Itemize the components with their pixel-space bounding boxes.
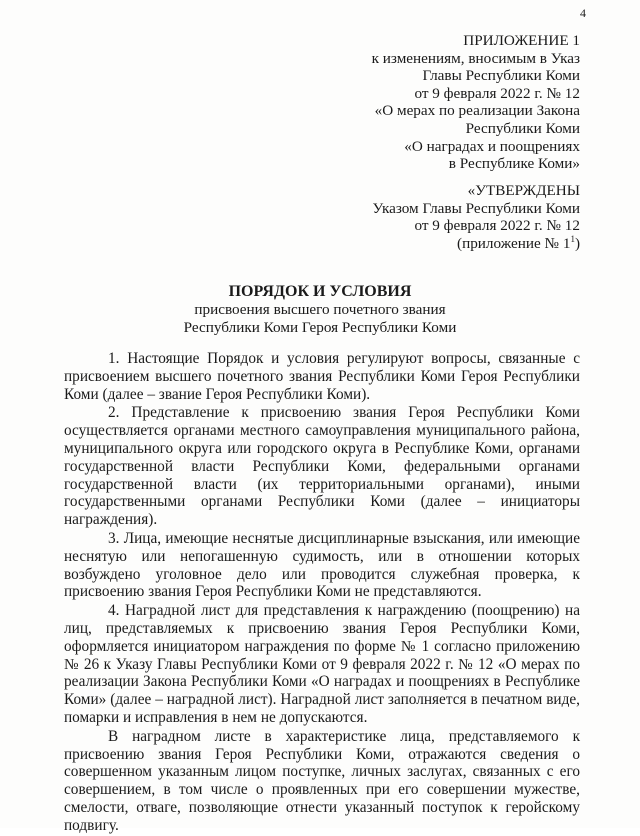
appendix-line: Республики Коми: [465, 119, 580, 137]
appendix-header: [372, 32, 580, 173]
document-body: [64, 350, 580, 836]
appendix-line: в Республике Коми»: [448, 155, 580, 173]
approval-annex-superscript: 1: [570, 233, 575, 244]
appendix-line: «О наградах и поощрениях: [404, 137, 580, 155]
document-subtitle-line: Республики Коми Героя Республики Коми: [183, 318, 457, 336]
appendix-line: Главы Республики Коми: [422, 67, 580, 85]
approval-line: Указом Главы Республики Коми: [372, 199, 580, 217]
appendix-line: «О мерах по реализации Закона: [374, 102, 580, 120]
approval-header: [373, 182, 580, 252]
appendix-line: к изменениям, вносимым в Указ: [371, 49, 580, 67]
approval-line-last: [373, 235, 580, 253]
approval-line: от 9 февраля 2022 г. № 12: [414, 217, 580, 235]
approval-line: «УТВЕРЖДЕНЫ: [467, 182, 580, 199]
page-number: 4: [580, 6, 586, 20]
paragraph: 2. Представление к присвоению звания Героя Республики Коми осуществляется органами местного самоуправления муниципального района, муниципального округа или городского округа в Республике Коми, органами государственной власти Республики Коми, федеральными органами государственной власти (их территориальными органами), иными государственными органами Республики Коми (далее – инициаторы награждения).: [64, 404, 580, 529]
appendix-line: ПРИЛОЖЕНИЕ 1: [463, 32, 580, 49]
approval-annex-text: (приложение № 1: [457, 234, 571, 252]
paragraph: 4. Наградной лист для представления к награждению (поощрению) на лиц, представляемых к присвоению звания Героя Республики Коми, оформляется инициатором награждения по форме № 1 согласно приложению № 26 к Указу Главы Республики Коми от 9 февраля 2022 г. № 12 «О мерах по реализации Закона Республики Коми «О наградах и поощрениях в Республике Коми» (далее – наградной лист). Наградной лист заполняется в печатном виде, помарки и исправления в нем не допускаются.: [64, 602, 580, 726]
paragraph: В наградном листе в характеристике лица, представляемого к присвоению звания Героя Республики Коми, отражаются сведения о совершенном указанным лицом поступке, личных заслугах, связанных с его совершением, в том числе о проявленных при его совершении мужестве, смелости, отваге, позволяющие отнести указанный поступок к геройскому подвигу.: [64, 727, 580, 834]
document-title: ПОРЯДОК И УСЛОВИЯ: [228, 283, 412, 300]
title-block: [60, 282, 580, 336]
paragraph: 1. Настоящие Порядок и условия регулируют вопросы, связанные с присвоением высшего почетного звания Республики Коми Героя Республики Коми (далее – звание Героя Республики Коми).: [64, 350, 580, 403]
appendix-line: от 9 февраля 2022 г. № 12: [414, 84, 580, 102]
paragraph: 3. Лица, имеющие неснятые дисциплинарные взыскания, или имеющие неснятую или непогашенную судимость, или в отношении которых возбуждено уголовное дело или проводится служебная проверка, к присвоению звания Героя Республики Коми не представляются.: [64, 529, 580, 601]
approval-annex-close: ): [574, 234, 580, 252]
document-subtitle-line: присвоения высшего почетного звания: [194, 301, 446, 318]
